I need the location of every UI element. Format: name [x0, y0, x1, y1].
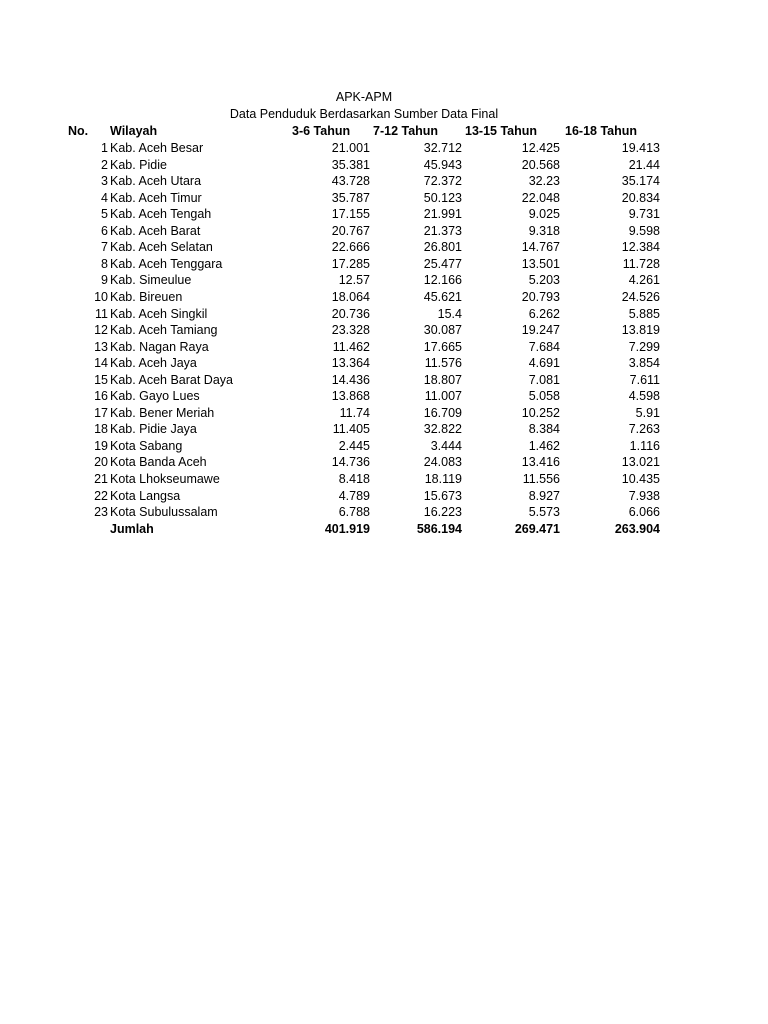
cell-13-15-tahun: 5.573	[528, 505, 560, 520]
cell-wilayah: Kab. Aceh Jaya	[110, 356, 197, 371]
cell-3-6-tahun: 17.285	[331, 256, 370, 271]
cell-16-18-tahun: 12.384	[621, 240, 660, 255]
cell-wilayah: Kab. Nagan Raya	[110, 339, 209, 354]
cell-16-18-tahun: 19.413	[621, 141, 660, 155]
cell-16-18-tahun: 3.854	[628, 356, 660, 371]
cell-7-12-tahun: 72.372	[423, 174, 462, 189]
table-row	[0, 339, 768, 356]
cell-3-6-tahun: 12.57	[338, 273, 370, 288]
cell-16-18-tahun: 6.066	[628, 505, 660, 520]
table-row	[0, 372, 768, 389]
cell-13-15-tahun: 20.793	[521, 289, 560, 304]
table-row	[0, 306, 768, 323]
cell-16-18-tahun: 1.116	[629, 438, 660, 453]
cell-3-6-tahun: 11.405	[332, 422, 370, 437]
cell-7-12-tahun: 16.709	[423, 405, 462, 420]
cell-no: 14	[94, 356, 108, 371]
cell-no: 12	[94, 323, 108, 338]
cell-no: 20	[94, 455, 108, 470]
cell-wilayah: Kota Sabang	[110, 438, 183, 453]
cell-wilayah: Kab. Aceh Barat Daya	[110, 372, 233, 387]
cell-7-12-tahun: 11.576	[424, 356, 462, 371]
cell-13-15-tahun: 4.691	[528, 356, 560, 371]
table-row	[0, 471, 768, 488]
cell-13-15-tahun: 9.025	[528, 207, 560, 222]
cell-3-6-tahun: 14.436	[331, 372, 370, 387]
table-row	[0, 438, 768, 455]
cell-3-6-tahun: 43.728	[331, 174, 370, 189]
total-label: Jumlah	[110, 521, 154, 536]
table-row	[0, 239, 768, 256]
cell-16-18-tahun: 11.728	[622, 256, 660, 271]
total-3-6-tahun: 401.919	[324, 521, 370, 536]
cell-no: 2	[101, 157, 108, 172]
cell-13-15-tahun: 13.501	[521, 256, 560, 271]
table-row	[0, 289, 768, 306]
table-row	[0, 206, 768, 223]
cell-3-6-tahun: 20.736	[331, 306, 370, 321]
cell-16-18-tahun: 13.819	[621, 323, 660, 338]
table-row	[0, 140, 768, 157]
cell-13-15-tahun: 20.568	[521, 157, 560, 172]
cell-3-6-tahun: 20.767	[331, 223, 370, 238]
table-row	[0, 157, 768, 174]
cell-7-12-tahun: 24.083	[423, 455, 462, 470]
cell-no: 15	[94, 372, 108, 387]
cell-16-18-tahun: 21.44	[628, 157, 660, 172]
cell-3-6-tahun: 17.155	[331, 207, 370, 222]
cell-no: 6	[101, 223, 108, 238]
cell-3-6-tahun: 11.74	[339, 405, 370, 420]
header-no: No.	[68, 124, 89, 138]
total-16-18-tahun: 263.904	[614, 521, 660, 536]
cell-3-6-tahun: 2.445	[338, 438, 370, 453]
cell-13-15-tahun: 1.462	[528, 438, 560, 453]
cell-3-6-tahun: 6.788	[338, 505, 370, 520]
table-row	[0, 388, 768, 405]
cell-wilayah: Kab. Aceh Utara	[110, 174, 202, 189]
cell-16-18-tahun: 10.435	[621, 472, 660, 486]
cell-wilayah: Kota Lhokseumawe	[110, 472, 220, 486]
table-row	[0, 223, 768, 240]
cell-wilayah: Kota Banda Aceh	[110, 455, 207, 470]
cell-3-6-tahun: 4.789	[338, 488, 370, 503]
cell-16-18-tahun: 7.611	[629, 372, 660, 387]
cell-7-12-tahun: 15.673	[423, 488, 462, 503]
cell-16-18-tahun: 24.526	[621, 289, 660, 304]
cell-13-15-tahun: 7.684	[528, 339, 560, 354]
cell-16-18-tahun: 35.174	[621, 174, 660, 189]
cell-7-12-tahun: 25.477	[423, 256, 462, 271]
cell-13-15-tahun: 10.252	[521, 405, 560, 420]
cell-13-15-tahun: 8.927	[528, 488, 560, 503]
cell-16-18-tahun: 9.731	[628, 207, 660, 222]
total-13-15-tahun: 269.471	[514, 521, 560, 536]
cell-16-18-tahun: 5.91	[635, 405, 660, 420]
table-row	[0, 173, 768, 190]
cell-no: 11	[95, 306, 108, 321]
cell-no: 5	[101, 207, 108, 222]
cell-no: 1	[101, 141, 108, 155]
cell-3-6-tahun: 13.364	[331, 356, 370, 371]
cell-7-12-tahun: 21.991	[423, 207, 462, 222]
cell-3-6-tahun: 23.328	[331, 323, 370, 338]
cell-16-18-tahun: 13.021	[621, 455, 660, 470]
cell-13-15-tahun: 19.247	[521, 323, 560, 338]
cell-wilayah: Kab. Pidie	[110, 157, 167, 172]
cell-no: 8	[101, 256, 108, 271]
cell-16-18-tahun: 4.261	[628, 273, 660, 288]
cell-no: 10	[94, 289, 108, 304]
table-row	[0, 322, 768, 339]
cell-3-6-tahun: 8.418	[338, 472, 370, 486]
cell-7-12-tahun: 18.119	[424, 472, 462, 486]
cell-16-18-tahun: 5.885	[628, 306, 660, 321]
cell-3-6-tahun: 35.787	[331, 190, 370, 205]
cell-wilayah: Kab. Aceh Timur	[110, 190, 202, 205]
cell-wilayah: Kab. Aceh Besar	[110, 141, 204, 155]
cell-13-15-tahun: 11.556	[522, 472, 560, 486]
table-row	[0, 421, 768, 438]
cell-wilayah: Kab. Aceh Singkil	[110, 306, 208, 321]
cell-3-6-tahun: 18.064	[331, 289, 370, 304]
cell-7-12-tahun: 15.4	[437, 306, 462, 321]
header-3-6-tahun: 3-6 Tahun	[292, 124, 351, 138]
cell-13-15-tahun: 9.318	[528, 223, 560, 238]
cell-3-6-tahun: 21.001	[331, 141, 370, 155]
table-row	[0, 190, 768, 207]
cell-7-12-tahun: 12.166	[423, 273, 462, 288]
cell-13-15-tahun: 8.384	[528, 422, 560, 437]
cell-no: 4	[101, 190, 108, 205]
cell-3-6-tahun: 13.868	[331, 389, 370, 404]
header-wilayah: Wilayah	[110, 124, 158, 138]
cell-wilayah: Kab. Bener Meriah	[110, 405, 215, 420]
cell-wilayah: Kab. Bireuen	[110, 289, 183, 304]
cell-3-6-tahun: 14.736	[331, 455, 370, 470]
page-title: APK-APM	[335, 90, 393, 104]
cell-13-15-tahun: 14.767	[521, 240, 560, 255]
cell-no: 9	[101, 273, 108, 288]
cell-3-6-tahun: 22.666	[331, 240, 370, 255]
header-16-18-tahun: 16-18 Tahun	[565, 124, 638, 138]
cell-13-15-tahun: 12.425	[521, 141, 560, 155]
table-row	[0, 355, 768, 372]
cell-wilayah: Kota Langsa	[110, 488, 181, 503]
cell-13-15-tahun: 7.081	[528, 372, 560, 387]
page-subtitle: Data Penduduk Berdasarkan Sumber Data Final	[229, 107, 499, 121]
cell-3-6-tahun: 11.462	[332, 339, 370, 354]
cell-no: 13	[94, 339, 108, 354]
cell-13-15-tahun: 22.048	[521, 190, 560, 205]
cell-no: 7	[101, 240, 108, 255]
cell-16-18-tahun: 7.938	[628, 488, 660, 503]
cell-16-18-tahun: 7.263	[628, 422, 660, 437]
cell-7-12-tahun: 50.123	[423, 190, 462, 205]
cell-wilayah: Kab. Aceh Barat	[110, 223, 201, 238]
cell-no: 22	[94, 488, 108, 503]
header-13-15-tahun: 13-15 Tahun	[465, 124, 538, 138]
cell-7-12-tahun: 18.807	[423, 372, 462, 387]
cell-wilayah: Kab. Pidie Jaya	[110, 422, 197, 437]
cell-13-15-tahun: 6.262	[528, 306, 560, 321]
cell-7-12-tahun: 17.665	[423, 339, 462, 354]
cell-13-15-tahun: 32.23	[528, 174, 560, 189]
table-row	[0, 405, 768, 422]
cell-no: 21	[94, 472, 108, 486]
total-7-12-tahun: 586.194	[416, 521, 462, 536]
cell-wilayah: Kab. Aceh Selatan	[110, 240, 213, 255]
cell-13-15-tahun: 5.058	[528, 389, 560, 404]
cell-7-12-tahun: 32.712	[423, 141, 462, 155]
cell-16-18-tahun: 9.598	[628, 223, 660, 238]
table-row	[0, 504, 768, 521]
cell-7-12-tahun: 45.621	[423, 289, 462, 304]
cell-no: 23	[94, 505, 108, 520]
cell-no: 19	[94, 438, 108, 453]
cell-16-18-tahun: 4.598	[628, 389, 660, 404]
cell-7-12-tahun: 3.444	[430, 438, 462, 453]
cell-7-12-tahun: 21.373	[423, 223, 462, 238]
cell-7-12-tahun: 30.087	[423, 323, 462, 338]
table-row	[0, 488, 768, 505]
cell-wilayah: Kab. Aceh Tamiang	[110, 323, 218, 338]
cell-wilayah: Kab. Simeulue	[110, 273, 192, 288]
table-row	[0, 454, 768, 471]
table-row	[0, 256, 768, 273]
cell-no: 3	[101, 174, 108, 189]
table-row	[0, 272, 768, 289]
cell-3-6-tahun: 35.381	[331, 157, 370, 172]
cell-16-18-tahun: 7.299	[628, 339, 660, 354]
total-row	[0, 521, 768, 538]
cell-7-12-tahun: 16.223	[423, 505, 462, 520]
cell-wilayah: Kab. Gayo Lues	[110, 389, 200, 404]
cell-13-15-tahun: 5.203	[528, 273, 560, 288]
cell-wilayah: Kota Subulussalam	[110, 505, 218, 520]
cell-no: 17	[94, 405, 108, 420]
header-7-12-tahun: 7-12 Tahun	[373, 124, 439, 138]
cell-7-12-tahun: 11.007	[424, 389, 462, 404]
cell-13-15-tahun: 13.416	[521, 455, 560, 470]
cell-7-12-tahun: 32.822	[423, 422, 462, 437]
cell-wilayah: Kab. Aceh Tenggara	[110, 256, 223, 271]
cell-16-18-tahun: 20.834	[621, 190, 660, 205]
cell-7-12-tahun: 26.801	[423, 240, 462, 255]
cell-no: 18	[94, 422, 108, 437]
cell-7-12-tahun: 45.943	[423, 157, 462, 172]
cell-wilayah: Kab. Aceh Tengah	[110, 207, 212, 222]
cell-no: 16	[94, 389, 108, 404]
